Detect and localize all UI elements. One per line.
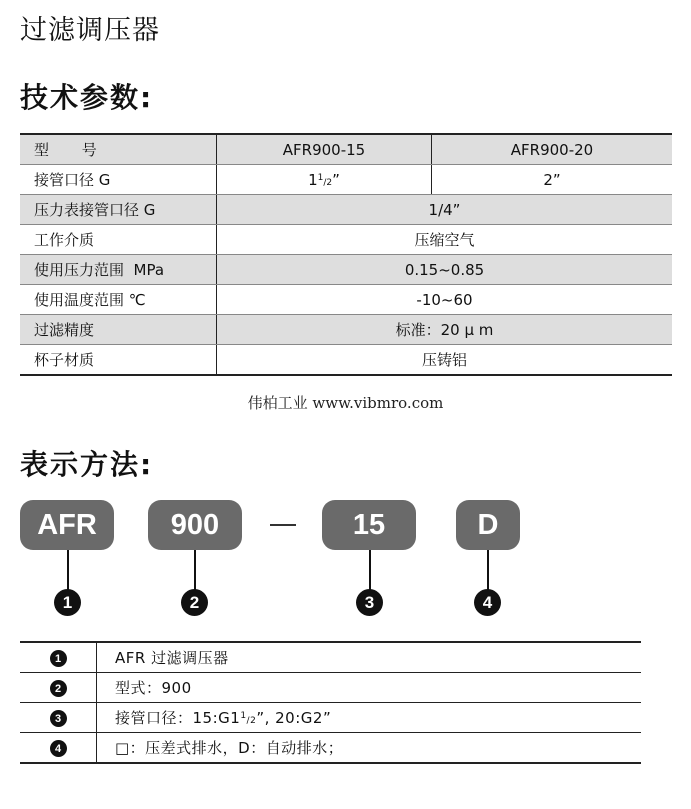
- model-label: 型 号: [20, 134, 217, 165]
- pipe-size-value: 2”: [432, 165, 673, 195]
- legend-text: □：压差式排水，D：自动排水；: [97, 733, 642, 764]
- code-box-drain: D: [456, 500, 520, 550]
- row-label: 使用压力范围 MPa: [20, 255, 217, 285]
- row-label: 过滤精度: [20, 315, 217, 345]
- table-row: [20, 134, 672, 165]
- table-row: [20, 285, 672, 315]
- row-value: 压铸铝: [217, 345, 673, 376]
- table-row: [20, 255, 672, 285]
- model-cell: AFR900-20: [432, 134, 673, 165]
- row-value: 1/4”: [217, 195, 673, 225]
- number-marker: 3: [50, 710, 67, 727]
- code-dash: [270, 524, 296, 526]
- number-marker: 1: [54, 589, 81, 616]
- number-marker: 3: [356, 589, 383, 616]
- code-box-series: AFR: [20, 500, 114, 550]
- legend-text: 接管口径：$15:G1^1/2$”, 20:G2”: [97, 703, 642, 733]
- table-row: [20, 345, 672, 376]
- row-label: 工作介质: [20, 225, 217, 255]
- table-row: [20, 673, 641, 703]
- table-row: [20, 195, 672, 225]
- connector-line: [369, 550, 371, 590]
- spec-table: [20, 133, 672, 376]
- table-row: [20, 733, 641, 764]
- number-marker: 2: [50, 680, 67, 697]
- table-row: [20, 642, 641, 673]
- page-title: 过滤调压器: [20, 15, 160, 46]
- spec-heading: 技术参数:: [20, 81, 154, 114]
- connector-line: [487, 550, 489, 590]
- pipe-size-value: $1^1/2$”: [217, 165, 432, 195]
- number-marker: 2: [181, 589, 208, 616]
- connector-line: [67, 550, 69, 590]
- number-marker: 4: [50, 740, 67, 757]
- model-cell: AFR900-15: [217, 134, 432, 165]
- row-value: 标准：20 μ m: [217, 315, 673, 345]
- row-label: 杯子材质: [20, 345, 217, 376]
- legend-table: [20, 641, 641, 764]
- row-label: 压力表接管口径 G: [20, 195, 217, 225]
- table-row: [20, 225, 672, 255]
- legend-text: AFR 过滤调压器: [97, 642, 642, 673]
- table-row: [20, 165, 672, 195]
- table-row: [20, 703, 641, 733]
- number-marker: 4: [474, 589, 501, 616]
- row-label: 接管口径 G: [20, 165, 217, 195]
- code-box-type: 900: [148, 500, 242, 550]
- row-value: 0.15~0.85: [217, 255, 673, 285]
- connector-line: [194, 550, 196, 590]
- row-value: 压缩空气: [217, 225, 673, 255]
- code-heading: 表示方法:: [20, 448, 154, 481]
- table-row: [20, 315, 672, 345]
- code-box-port: 15: [322, 500, 416, 550]
- watermark: 伟柏工业 www.vibmro.com: [247, 394, 444, 412]
- number-marker: 1: [50, 650, 67, 667]
- legend-text: 型式：900: [97, 673, 642, 703]
- row-value: -10~60: [217, 285, 673, 315]
- row-label: 使用温度范围 ℃: [20, 285, 217, 315]
